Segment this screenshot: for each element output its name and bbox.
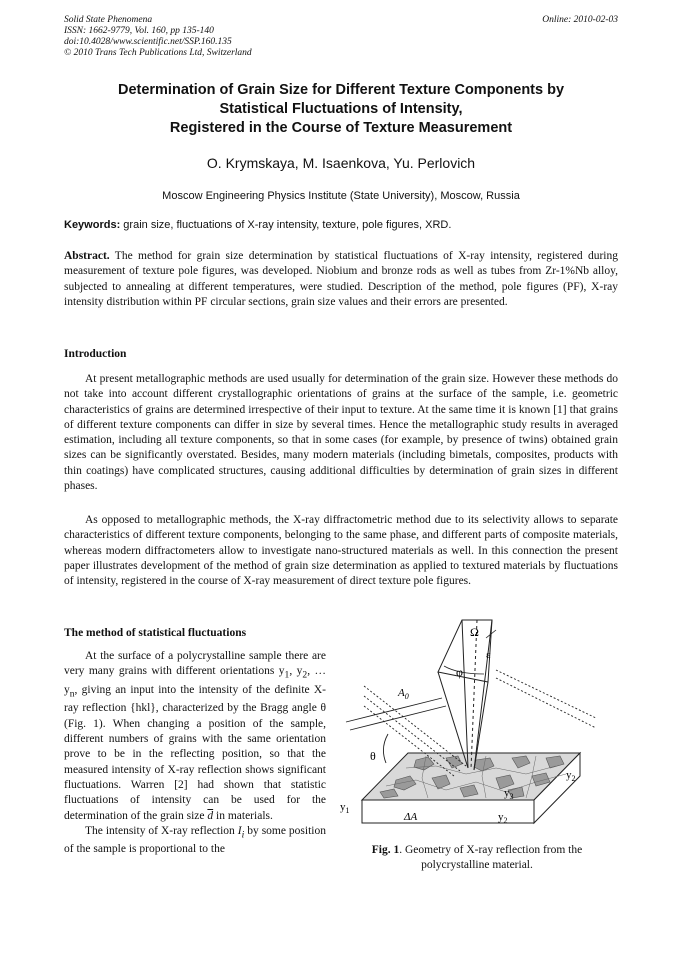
- sub-2: 2: [302, 669, 308, 681]
- label-epsilon: ε: [486, 649, 491, 661]
- method-p1-b: , y: [289, 665, 303, 678]
- title-line-1: Determination of Grain Size for Different Texture Components by: [117, 82, 565, 98]
- method-paragraph: [64, 649, 326, 858]
- method-p2-b: by some position of the sample is proportional to the: [64, 824, 326, 856]
- journal-name: Solid State Phenomena: [64, 15, 153, 25]
- authors: O. Krymskaya, M. Isaenkova, Yu. Perlovich: [206, 155, 476, 171]
- online-date: Online: 2010-02-03: [542, 15, 618, 25]
- xray-geometry-diagram: [336, 608, 618, 848]
- sub-n: n: [69, 688, 75, 700]
- title-line-2: Statistical Fluctuations of Intensity,: [219, 101, 463, 117]
- abstract: [64, 249, 618, 310]
- label-y2-bottom: $y_2$: [498, 811, 508, 825]
- caption-text: . Geometry of X-ray reflection from the polycrystalline material.: [399, 844, 583, 871]
- abstract-text: The method for grain size determination by statistical fluctuations of X-ray intensity, registered during measurement of texture pole figures, was developed. Niobium and bronze rods as well as tubes from Zr-1%Nb alloy, subjected to annealing at different temperatures, were studied. Description of the method, pole figures (PF), X-ray intensity distribution within PF circular sections, grain size values and their errors are presented.: [64, 250, 618, 308]
- label-phi: φ: [456, 665, 463, 679]
- method-p2-a: The intensity of X-ray reflection: [85, 824, 238, 837]
- affiliation: Moscow Engineering Physics Institute (State University), Moscow, Russia: [162, 190, 520, 202]
- keywords: [64, 219, 618, 231]
- reflected-beam: [438, 620, 496, 770]
- label-a0: $A_0$: [398, 687, 409, 701]
- figure-1: [336, 608, 618, 848]
- paper-title: [64, 81, 618, 138]
- method-p2: [64, 824, 326, 858]
- journal-metadata: [64, 15, 618, 59]
- introduction-heading: Introduction: [64, 348, 127, 360]
- method-p1-e: in materials.: [213, 809, 273, 822]
- method-heading: The method of statistical fluctuations: [64, 627, 247, 639]
- caption-label: Fig. 1: [371, 844, 400, 856]
- keywords-text: grain size, fluctuations of X-ray intensity, texture, pole figures, XRD.: [120, 219, 452, 231]
- issn-line: ISSN: 1662-9779, Vol. 160, pp 135-140: [64, 26, 214, 36]
- introduction-paragraph-1: [64, 372, 618, 494]
- copyright-line: © 2010 Trans Tech Publications Ltd, Switzerland: [64, 48, 252, 58]
- label-omega: Ω: [470, 625, 479, 639]
- sample-block: [362, 753, 580, 823]
- label-y2-right: $y_2$: [566, 769, 576, 783]
- method-p1-c: , … y: [64, 665, 327, 696]
- method-p1-d: , giving an input into the intensity of the definite X-ray reflection {hkl}, characterized by the Bragg angle θ (Fig. 1). When changing a position of the sample, different numbers of grains with the same orientation prove to be in the reflecting position, so that the measured intensity of X-ray reflection shows significant fluctuations. Warren [2] had shown that statistic fluctuations of intensity can be used for the determination of the grain size: [64, 683, 326, 822]
- abstract-label: Abstract.: [64, 250, 110, 262]
- intensity-sub: i: [241, 829, 245, 841]
- label-delta-a: ΔA: [404, 811, 418, 823]
- sub-1: 1: [284, 669, 290, 681]
- doi-line[interactable]: doi:10.4028/www.scientific.net/SSP.160.135: [64, 37, 232, 47]
- intensity-symbol: I: [237, 824, 242, 837]
- label-y1: $y_1$: [340, 801, 350, 815]
- introduction-p2-text: As opposed to metallographic methods, the X-ray diffractometric method due to its selectivity allows to separate characteristics of different texture components, belonging to the same phase, and different parts of composite materials, whereas modern diffractometers allow to investigate nano-structured materials as well. In this connection the present paper illustrates development of the method of grain size determination as applied to textured materials by fluctuations of intensity, registered in the course of X-ray measurement of direct texture pole figures.: [64, 514, 618, 588]
- figure-caption: [342, 843, 612, 873]
- title-line-3: Registered in the Course of Texture Measurement: [169, 120, 513, 136]
- label-y3: $y_3$: [504, 787, 514, 801]
- method-p1: [64, 649, 326, 824]
- method-p1-a: At the surface of a polycrystalline sample there are very many grains with different orientations y: [64, 650, 326, 678]
- label-theta: θ: [370, 749, 376, 763]
- grain-size-symbol: $\overline{d}$: [207, 809, 214, 822]
- introduction-paragraph-2: [64, 513, 618, 589]
- introduction-p1-text: At present metallographic methods are used usually for determination of the grain size. However these methods do not take into account different crystallographic orientations of grains at the surface of the sample, i.e. geometric characteristics of grains are determined irrespective of their input to texture. At the same time it is known [1] that grains of different texture components can differ in size by several times. Hence the metallographic study results in averaged estimation, including all texture components, so that in some cases (for example, by presence of twins) obtained grain sizes can be significantly overstated. Besides, many modern materials (including bimetals, composites, products with thin coatings) have complicated structures, causing additional difficulties by determination of grain sizes in different phases.: [64, 373, 618, 493]
- keywords-label: Keywords:: [64, 219, 121, 231]
